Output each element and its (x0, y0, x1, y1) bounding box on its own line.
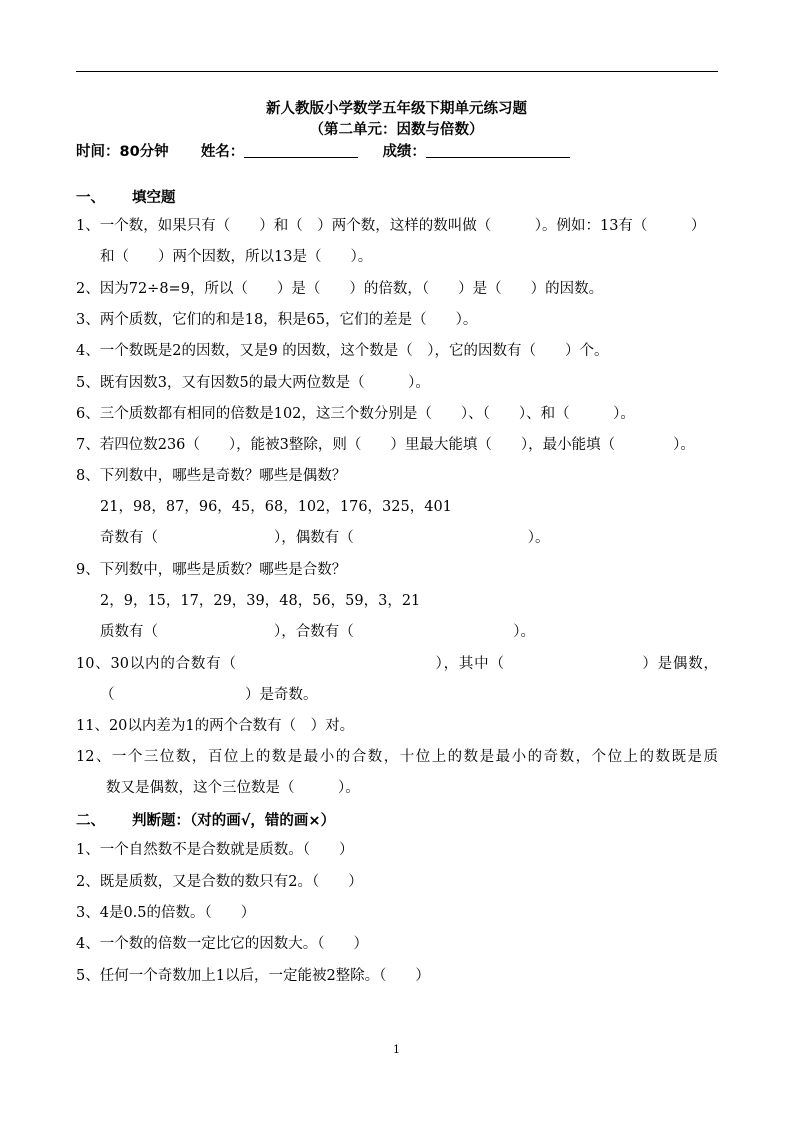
question-line: 2、因为72÷8=9，所以（ ）是（ ）的倍数，（ ）是（ ）的因数。 (76, 281, 604, 297)
score-field[interactable] (426, 143, 570, 158)
score-label: 成绩： (382, 144, 426, 160)
question-line: 和（ ）两个因数，所以13是（ ）。 (100, 249, 373, 265)
time-label: 时间：80分钟 (76, 144, 169, 160)
section-heading-fill-blank: 一、 填空题 (76, 190, 176, 206)
judgement-item: 2、既是质数，又是合数的数只有2。（ ） (76, 874, 363, 890)
answer-line: 奇数有（ ），偶数有（ ）。 (100, 530, 550, 546)
question-line: 8、下列数中，哪些是奇数？哪些是偶数？ (76, 468, 347, 484)
page-number: 1 (393, 1043, 400, 1056)
name-field[interactable] (244, 143, 358, 158)
judgement-item: 1、一个自然数不是合数就是质数。（ ） (76, 842, 354, 858)
answer-line: 质数有（ ），合数有（ ）。 (100, 624, 535, 640)
number-list: 21，98，87，96，45，68，102，176，325，401 (100, 499, 452, 515)
judgement-item: 5、任何一个奇数加上1以后，一定能被2整除。（ ） (76, 968, 430, 984)
question-line: 数又是偶数，这个三位数是（ ）。 (106, 780, 360, 796)
question-line: 12、一个三位数，百位上的数是最小的合数，十位上的数是最小的奇数，个位上的数既是质 (76, 749, 718, 765)
question-line: 4、一个数既是2的因数，又是9 的因数，这个数是（ ），它的因数有（ ）个。 (76, 343, 609, 359)
section-heading-true-false: 二、 判断题：（对的画√，错的画×） (76, 813, 336, 829)
question-line: 11、20以内差为1的两个合数有（ ）对。 (76, 718, 355, 734)
judgement-item: 4、一个数的倍数一定比它的因数大。（ ） (76, 936, 368, 952)
question-line: 6、三个质数都有相同的倍数是102，这三个数分别是（ ）、（ ）、和（ ）。 (76, 406, 635, 422)
question-line: 9、下列数中，哪些是质数？哪些是合数？ (76, 562, 347, 578)
question-line: 10、30以内的合数有（ ），其中（ ）是偶数， (76, 656, 718, 672)
question-line: 3、两个质数，它们的和是18，积是65，它们的差是（ ）。 (76, 312, 478, 328)
question-line: 5、既有因数3，又有因数5的最大两位数是（ ）。 (76, 375, 430, 391)
header-rule (76, 71, 718, 72)
number-list: 2，9，15，17，29，39，48，56，59，3，21 (100, 593, 421, 609)
answer-line: （ ）是奇数。 (100, 687, 318, 703)
question-line: 7、若四位数236（ ），能被3整除，则（ ）里最大能填（ ），最小能填（ ）。 (76, 437, 695, 453)
question-line: 1、一个数，如果只有（ ）和（ ）两个数，这样的数叫做（ ）。例如：13有（ ） (76, 218, 706, 234)
page-subtitle: （第二单元：因数与倍数） (309, 122, 484, 138)
judgement-item: 3、4是0.5的倍数。（ ） (76, 905, 256, 921)
name-label: 姓名： (200, 144, 245, 160)
page-title: 新人教版小学数学五年级下期单元练习题 (266, 101, 527, 117)
meta-row (76, 140, 570, 161)
